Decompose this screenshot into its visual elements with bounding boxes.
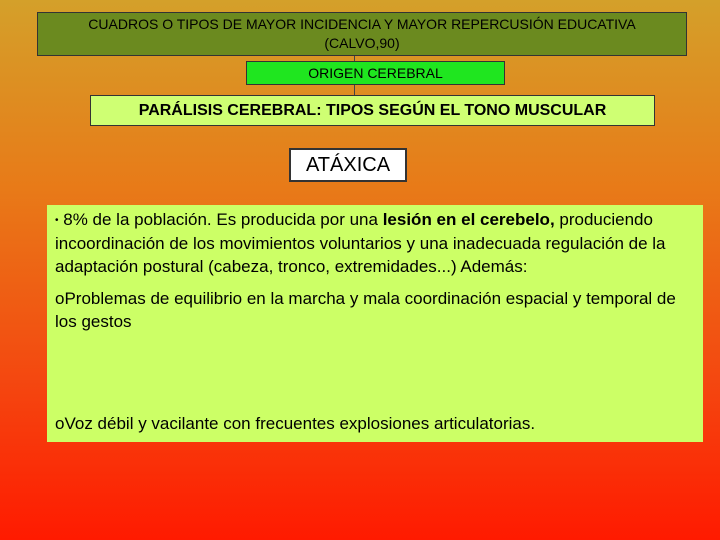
- circle-bullet-icon: o: [55, 289, 65, 309]
- list-item-text: Voz débil y vacilante con frecuentes explosiones articulatorias.: [64, 414, 536, 433]
- paralisis-label: PARÁLISIS CEREBRAL: TIPOS SEGÚN EL TONO MUSCULAR: [138, 102, 607, 119]
- connector-line: [354, 85, 355, 95]
- circle-bullet-icon: o: [55, 414, 65, 433]
- bullet-icon: •: [55, 215, 59, 227]
- paralisis-box: [90, 95, 655, 126]
- description-text-b: produciendo incoordinación de los movimientos voluntarios y una inadecuada regulación de la adaptación postural (cabeza, tronco, extremidades...) Además:: [55, 210, 666, 277]
- origin-box: [246, 61, 505, 85]
- ataxica-label: ATÁXICA: [305, 154, 391, 176]
- title-line-1: CUADROS O TIPOS DE MAYOR INCIDENCIA Y MAYOR REPERCUSIÓN EDUCATIVA: [88, 16, 636, 32]
- description-text-bold: lesión en el cerebelo,: [382, 210, 555, 229]
- description-paragraph: [55, 208, 695, 278]
- ataxica-box: [289, 148, 407, 182]
- description-box: [47, 205, 703, 442]
- description-text-a: 8% de la población. Es producida por una: [63, 210, 383, 229]
- title-line-2: (CALVO,90): [324, 35, 400, 51]
- list-item: [55, 412, 535, 435]
- list-item: [55, 287, 695, 333]
- list-item-text: Problemas de equilibrio en la marcha y mala coordinación espacial y temporal de los gestos: [55, 289, 676, 332]
- origin-label: ORIGEN CEREBRAL: [308, 65, 443, 81]
- title-box: [37, 12, 687, 56]
